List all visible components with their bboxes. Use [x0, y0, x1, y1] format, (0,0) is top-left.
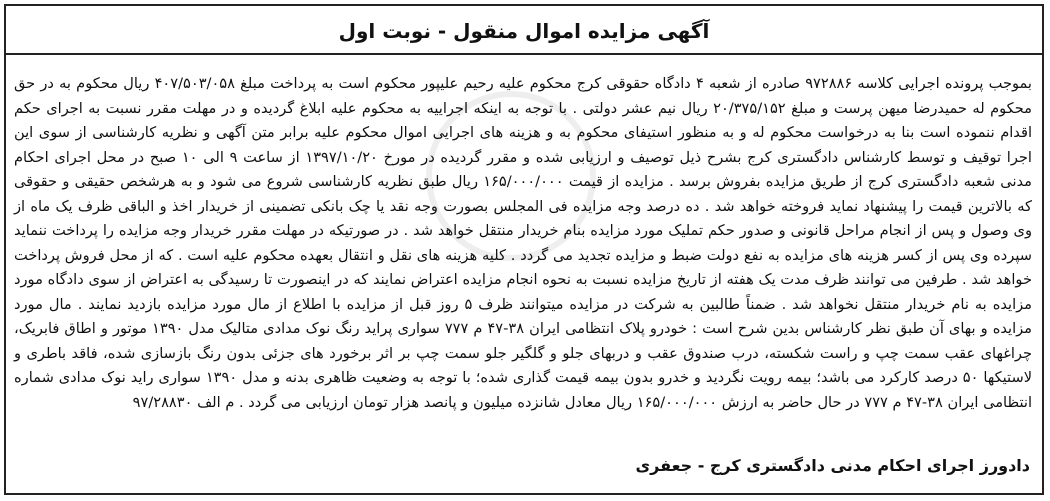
title-divider [6, 53, 1042, 55]
notice-body [14, 72, 1032, 415]
notice-frame [4, 4, 1044, 495]
signature-line: دادورز اجرای احکام مدنی دادگستری کرج - جعفری [635, 456, 1030, 475]
notice-title: آگهی مزایده اموال منقول - نوبت اول [338, 19, 710, 43]
body-paragraph: بموجب پرونده اجرایی کلاسه ۹۷۲۸۸۶ صادره از شعبه ۴ دادگاه حقوقی کرج محکوم علیه رحیم علیپور محکوم است به پرداخت مبلغ ۴۰۷/۵۰۳/۰۵۸ ریال محکوم به در حق محکوم له حمیدرضا میهن پرست و مبلغ ۲۰/۳۷۵/۱۵۲ ریال نیم عشر دولتی . با توجه به اینکه اجراییه به محکوم علیه ابلاغ گردیده و در مهلت مقرر نسبت به اجرای حکم اقدام ننموده است بنا به درخواست محکوم له و به منظور استیفای محکوم به و هزینه های اجرایی اموال محکوم علیه برابر متن آگهی و نظریه کارشناسی از سوی این اجرا توقیف و توسط کارشناس دادگستری کرج بشرح ذیل توصیف و ارزیابی شده و مقرر گردیده در مورخ ۱۳۹۷/۱۰/۲۰ از ساعت ۹ الی ۱۰ صبح در محل اجرای احکام مدنی شعبه دادگستری کرج از طریق مزایده بفروش برسد . مزایده از قیمت ۱۶۵/۰۰۰/۰۰۰ ریال طبق نظریه کارشناسی شروع می شود و به هرشخص حقیقی و حقوقی که بالاترین قیمت را پیشنهاد نماید فروخته خواهد شد . ده درصد وجه مزایده فی المجلس بصورت وجه نقد یا چک بانکی تضمینی از خریدار اخذ و الباقی ظرف یک ماه از وی وصول و پس از انجام مراحل قانونی و صدور حکم تملیک مورد مزایده بنام خریدار منتقل خواهد شد . در صورتیکه در مهلت مقرر خریدار وجه مزایده را پرداخت ننماید سپرده وی پس از کسر هزینه های مزایده به نفع دولت ضبط و مزایده تجدید می گردد . کلیه هزینه های نقل و انتقال بعهده محکوم علیه است . که از محل فروش پرداخت خواهد شد . طرفین می توانند ظرف مدت یک هفته از تاریخ مزایده نسبت به نحوه انجام مزایده اعتراض نمایند که در اینصورت تا رسیدگی به اعتراض از سوی دادگاه مورد مزایده به نام خریدار منتقل نخواهد شد . ضمناً طالبین به شرکت در مزایده میتوانند ظرف ۵ روز قبل از مزایده با اطلاع از مال مورد مزایده بازدید نمایند . مال مورد مزایده و بهای آن طبق نظر کارشناس بدین شرح است : خودرو پلاک انتظامی ایران ۳۸-۴۷ م ۷۷۷ سواری پراید رنگ نوک مدادی متالیک مدل ۱۳۹۰ موتور و اطاق فابریک، چراغهای عقب سمت چپ و راست شکسته، درب صندوق عقب و دربهای جلو و گلگیر جلو سمت چپ بر اثر برخورد های جزئی بدون رنگ بازسازی شده، فاقد باطری و لاستیکها ۵۰ درصد کارکرد می باشد؛ بیمه رویت نگردید و خدرو بدون بیمه قیمت گذاری شده؛ با توجه به وضعیت ظاهری بدنه و مدل ۱۳۹۰ سواری راید نوک مدادی شماره انتظامی ایران ۳۸-۴۷ م ۷۷۷ در حال حاضر به ارزش ۱۶۵/۰۰۰/۰۰۰ ریال معادل شانزده میلیون و پانصد هزار تومان ارزیابی می گردد . م الف ۹۷/۲۸۸۳۰ [14, 75, 1033, 411]
